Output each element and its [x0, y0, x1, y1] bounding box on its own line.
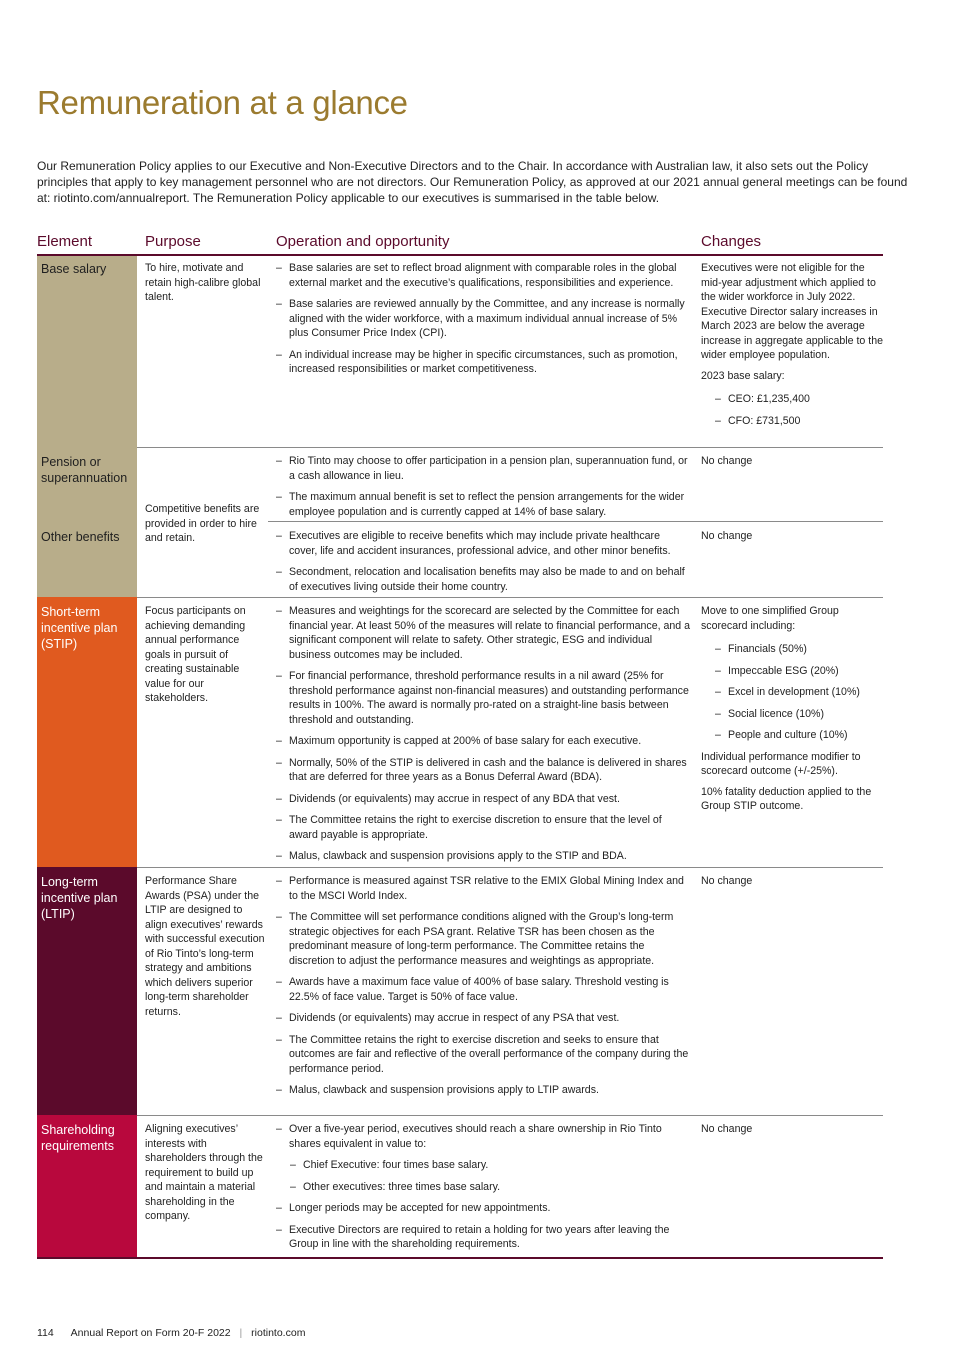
list-item: – Malus, clawback and suspension provisions apply to LTIP awards.	[276, 1083, 691, 1098]
list-item: – CEO: £1,235,400	[701, 392, 883, 407]
changes-intro: Move to one simplified Group scorecard including:	[701, 605, 839, 632]
list-item: – Social licence (10%)	[701, 707, 883, 722]
footer-separator: |	[239, 1327, 243, 1339]
list-item: – Dividends (or equivalents) may accrue in respect of any BDA that vest.	[276, 792, 691, 807]
header-element: Element	[37, 233, 93, 250]
purpose-stip: Focus participants on achieving demanding annual performance goals in pursuit of creating sustainable value for our stakeholders.	[145, 605, 246, 704]
element-shareholding: Shareholding requirements	[41, 1123, 115, 1153]
list-item: – The Committee will set performance conditions aligned with the Group’s long-term strategic objectives for each PSA grant. Relative TSR has been chosen as the predominant measure of long-term performance. The Committee retains the discretion to adjust the performance measures and weightings as appropriate.	[276, 910, 691, 968]
intro-paragraph: Our Remuneration Policy applies to our Executive and Non-Executive Directors and to the Chair. In accordance with Australian law, it also sets out the Policy principles that apply to key management personnel who are not directors. Our Remuneration Policy, as approved at our 2021 annual general meetings can be found at: riotinto.com/annualreport. The Remuneration Policy applicable to our executives is summarised in the table below.	[37, 159, 908, 205]
element-other-benefits: Other benefits	[41, 530, 120, 544]
page-title: Remuneration at a glance	[37, 84, 408, 121]
ops-other-benefits	[276, 529, 691, 601]
list-item: – Financials (50%)	[701, 642, 883, 657]
list-item: – Malus, clawback and suspension provisions apply to the STIP and BDA.	[276, 849, 691, 864]
ops-stip	[276, 604, 691, 871]
ops-shareholding	[276, 1122, 691, 1259]
purpose-benefits: Competitive benefits are provided in order to hire and retain.	[145, 503, 260, 544]
changes-label: 2023 base salary:	[701, 369, 785, 382]
list-item: – The Committee retains the right to exercise discretion to ensure that the level of award payable is appropriate.	[276, 813, 691, 842]
list-item: – Measures and weightings for the scorecard are selected by the Committee for each financial year. At least 50% of the measures will relate to financial performance, and a significant component will relate to safety. Other strategic, ESG and individual business outcomes may be included.	[276, 604, 691, 662]
list-item: – Base salaries are reviewed annually by the Committee, and any increase is normally aligned with the wider workforce, with a maximum individual annual increase of 5% plus Consumer Price Index (CPI).	[276, 297, 691, 341]
footer	[37, 1327, 305, 1339]
list-item: – Over a five-year period, executives should reach a share ownership in Rio Tinto shares equivalent in value to:	[276, 1122, 691, 1151]
changes-ltip: No change	[701, 875, 753, 887]
list-item: – The Committee retains the right to exercise discretion and seeks to ensure that outcomes are fair and reflective of the overall performance of the company during the performance period.	[276, 1033, 691, 1077]
changes-text: 10% fatality deduction applied to the Group STIP outcome.	[701, 785, 872, 812]
list-item: – Awards have a maximum face value of 400% of base salary. Threshold vesting is 22.5% of face value. Target is 50% of face value.	[276, 975, 691, 1004]
changes-stip	[701, 604, 883, 820]
element-base-salary: Base salary	[41, 262, 107, 276]
changes-text: Individual performance modifier to scorecard outcome (+/-25%).	[701, 750, 861, 777]
changes-shareholding: No change	[701, 1123, 753, 1135]
list-item: – Rio Tinto may choose to offer participation in a pension plan, superannuation fund, or a cash allowance in lieu.	[276, 454, 691, 483]
list-item: – Base salaries are set to reflect broad alignment with comparable roles in the global external market and the executive’s qualifications, responsibilities and experience.	[276, 261, 691, 290]
list-item: – Chief Executive: four times base salary.	[290, 1158, 691, 1173]
changes-base-salary	[701, 261, 883, 435]
header-rule	[37, 254, 883, 256]
list-item: – Executives are eligible to receive benefits which may include private healthcare cover, life and accident insurances, professional advice, and other minor benefits.	[276, 529, 691, 558]
list-item: – Performance is measured against TSR relative to the EMIX Global Mining Index and to the MSCI World Index.	[276, 874, 691, 903]
purpose-shareholding: Aligning executives’ interests with shareholders through the requirement to build up and maintain a material shareholding in the company.	[145, 1123, 263, 1222]
element-stip: Short-term incentive plan (STIP)	[41, 605, 118, 651]
page-number: 114	[37, 1327, 54, 1339]
list-item: – CFO: £731,500	[701, 414, 883, 429]
changes-text: Executives were not eligible for the mid-year adjustment which applied to the wider workforce in July 2022. Executive Director salary increases in March 2023 are below the average increase in aggregate applicable to the wider employee population.	[701, 262, 883, 361]
list-item: – Executive Directors are required to retain a holding for two years after leaving the Group in line with the shareholding requirements.	[276, 1223, 691, 1252]
changes-other-benefits: No change	[701, 530, 753, 542]
site-link[interactable]: riotinto.com	[251, 1327, 306, 1339]
row-divider	[137, 447, 883, 448]
list-item: – Excel in development (10%)	[701, 685, 883, 700]
element-ltip: Long-term incentive plan (LTIP)	[41, 875, 118, 921]
list-item: – Normally, 50% of the STIP is delivered in cash and the balance is delivered in shares that are deferred for three years as a Bonus Deferral Award (BDA).	[276, 756, 691, 785]
list-item: – Dividends (or equivalents) may accrue in respect of any PSA that vest.	[276, 1011, 691, 1026]
list-item: – For financial performance, threshold performance results in a nil award (25% for threshold performance against non-financial measures) and outstanding performance results in 100%. The award is normally pro-rated on a straight-line basis between threshold and outstanding.	[276, 669, 691, 727]
list-item: – Other executives: three times base salary.	[290, 1180, 691, 1195]
element-pension: Pension or superannuation	[41, 455, 128, 485]
header-changes: Changes	[701, 233, 762, 250]
list-item: – An individual increase may be higher in specific circumstances, such as promotion, increased responsibilities or market competitiveness.	[276, 348, 691, 377]
band-base	[37, 256, 137, 597]
header-operation: Operation and opportunity	[276, 233, 450, 250]
list-item: – Impeccable ESG (20%)	[701, 664, 883, 679]
report-name: Annual Report on Form 20-F 2022	[70, 1327, 231, 1339]
header-purpose: Purpose	[145, 233, 201, 250]
list-item: – The maximum annual benefit is set to reflect the pension arrangements for the wider employee population and is currently capped at 14% of base salary.	[276, 490, 691, 519]
list-item: – People and culture (10%)	[701, 728, 883, 743]
ops-pension	[276, 454, 691, 526]
changes-pension: No change	[701, 455, 753, 467]
list-item: – Longer periods may be accepted for new appointments.	[276, 1201, 691, 1216]
list-item: – Secondment, relocation and localisation benefits may also be made to and on behalf of executives living outside their home country.	[276, 565, 691, 594]
purpose-base-salary: To hire, motivate and retain high-calibre global talent.	[145, 262, 261, 303]
purpose-ltip: Performance Share Awards (PSA) under the LTIP are designed to align executives’ rewards with successful execution of Rio Tinto’s long-term strategy and ambitions which delivers superior long-term shareholder returns.	[145, 875, 265, 1018]
ops-ltip	[276, 874, 691, 1105]
ops-base-salary	[276, 261, 691, 384]
list-item: – Maximum opportunity is capped at 200% of base salary for each executive.	[276, 734, 691, 749]
row-divider	[137, 1115, 883, 1116]
